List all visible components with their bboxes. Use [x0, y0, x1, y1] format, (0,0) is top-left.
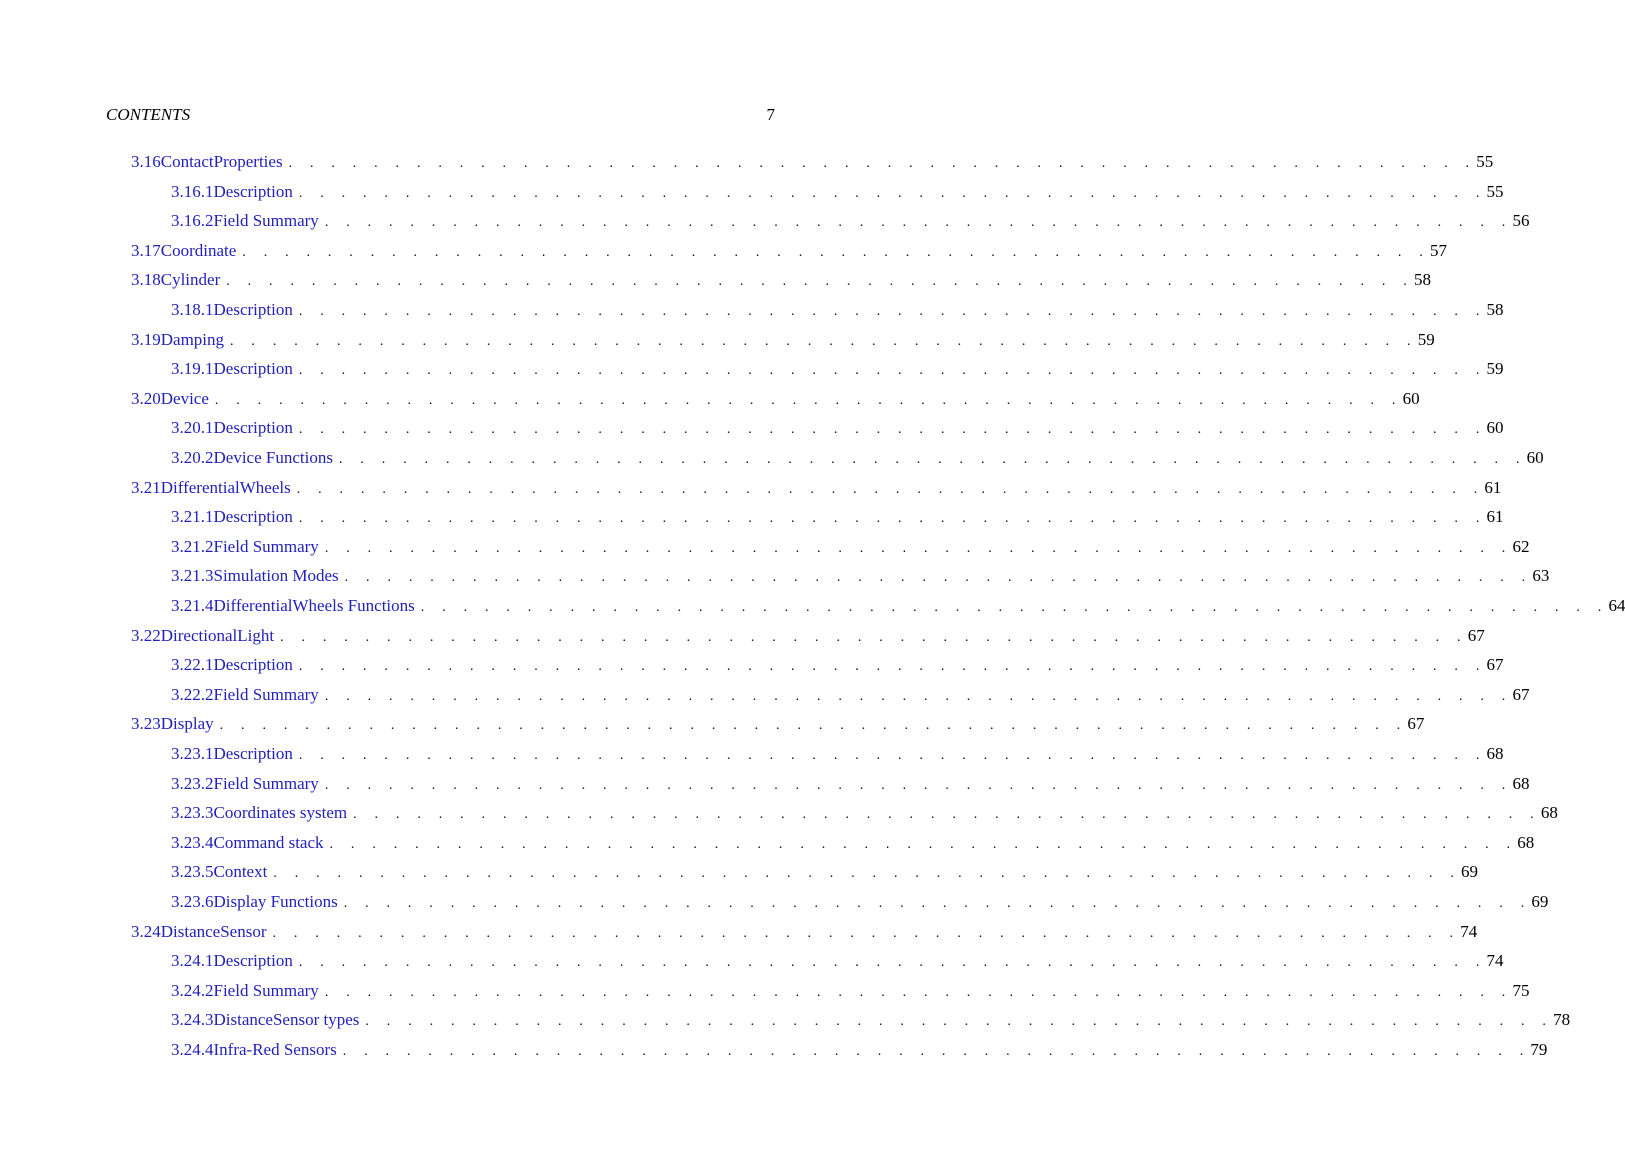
- toc-entry-page: 74: [1460, 921, 1478, 941]
- toc-dot-leader: . . . . . . . . . . . . . . . . . . . . . . . . . . . . . . . . . . . . . . . . . . . . . . . . . . . . . . . .: [298, 511, 1487, 527]
- toc-entry-title[interactable]: Field Summary: [213, 980, 319, 1000]
- toc-subsection-entry[interactable]: [171, 684, 1530, 706]
- toc-dot-leader: . . . . . . . . . . . . . . . . . . . . . . . . . . . . . . . . . . . . . . . . . . . . . . . . . . . . . . . .: [324, 540, 1513, 556]
- toc-entry-title[interactable]: Coordinates system: [213, 803, 348, 823]
- toc-subsection-entry[interactable]: [171, 980, 1530, 1002]
- toc-dot-leader: . . . . . . . . . . . . . . . . . . . . . . . . . . . . . . . . . . . . . . . . . . . . . . . . . . . . . . . .: [324, 688, 1513, 704]
- toc-entry-page: 67: [1512, 684, 1530, 704]
- toc-entry-page: 60: [1486, 418, 1504, 438]
- toc-dot-leader: . . . . . . . . . . . . . . . . . . . . . . . . . . . . . . . . . . . . . . . . . . . . . . . . . . . . . . . .: [298, 659, 1487, 675]
- toc-entry-title[interactable]: Description: [213, 507, 293, 527]
- toc-section-entry[interactable]: [131, 477, 1502, 499]
- toc-entry-number[interactable]: 3.20.2: [171, 448, 214, 467]
- toc-section-entry[interactable]: [131, 269, 1431, 291]
- toc-entry-page: 55: [1476, 152, 1494, 171]
- toc-entry-number[interactable]: 3.16.1: [171, 181, 214, 201]
- toc-entry-page: 55: [1486, 181, 1504, 201]
- toc-entry-number[interactable]: 3.23.5: [171, 862, 214, 882]
- toc-entry-number[interactable]: 3.23.6: [171, 892, 214, 911]
- toc-entry-page: 67: [1467, 625, 1485, 645]
- toc-dot-leader: . . . . . . . . . . . . . . . . . . . . . . . . . . . . . . . . . . . . . . . . . . . . . . . . . . . . . . . .: [298, 185, 1487, 201]
- toc-subsection-entry[interactable]: [171, 743, 1504, 765]
- toc-subsection-entry[interactable]: [171, 1039, 1548, 1061]
- toc-entry-page: 61: [1484, 477, 1502, 497]
- toc-dot-leader: . . . . . . . . . . . . . . . . . . . . . . . . . . . . . . . . . . . . . . . . . . . . . . . . . . . . . . . .: [298, 748, 1487, 763]
- toc-dot-leader: . . . . . . . . . . . . . . . . . . . . . . . . . . . . . . . . . . . . . . . . . . . . . . . . . . . . . . . .: [280, 629, 1468, 645]
- toc-entry-page: 67: [1407, 714, 1425, 734]
- toc-entry-number[interactable]: 3.24.2: [171, 980, 214, 1000]
- toc-subsection-entry[interactable]: [171, 447, 1544, 469]
- toc-entry-number[interactable]: 3.24: [131, 921, 161, 941]
- toc-section-entry[interactable]: [131, 921, 1478, 943]
- toc-dot-leader: . . . . . . . . . . . . . . . . . . . . . . . . . . . . . . . . . . . . . . . . . . . . . . . . . . . . . . . .: [298, 955, 1487, 971]
- toc-entry-page: 61: [1486, 507, 1504, 527]
- toc-entry-page: 57: [1430, 240, 1447, 260]
- toc-dot-leader: . . . . . . . . . . . . . . . . . . . . . . . . . . . . . . . . . . . . . . . . . . . . . . . . . . . . . . . .: [324, 777, 1513, 793]
- toc-entry-number[interactable]: 3.21.4: [171, 596, 214, 615]
- toc-entry-title[interactable]: Device Functions: [213, 448, 333, 467]
- toc-entry-page: 58: [1413, 270, 1431, 290]
- toc-subsection-entry[interactable]: [171, 891, 1549, 913]
- toc-entry-title[interactable]: Description: [213, 418, 293, 438]
- toc-entry-page: 69: [1531, 892, 1549, 911]
- toc-entry-number[interactable]: 3.23.3: [171, 803, 214, 823]
- toc-entry-number[interactable]: 3.20.1: [171, 418, 214, 438]
- toc-entry-title[interactable]: Description: [213, 300, 293, 319]
- toc-section-entry[interactable]: [131, 713, 1425, 735]
- toc-entry-page: 56: [1512, 211, 1530, 231]
- toc-dot-leader: . . . . . . . . . . . . . . . . . . . . . . . . . . . . . . . . . . . . . . . . . . . . . . . . . . . . . . . .: [242, 244, 1430, 260]
- toc-dot-leader: . . . . . . . . . . . . . . . . . . . . . . . . . . . . . . . . . . . . . . . . . . . . . . . . . . . . . . . .: [344, 570, 1533, 586]
- toc-entry-title[interactable]: Description: [213, 181, 293, 201]
- toc-dot-leader: . . . . . . . . . . . . . . . . . . . . . . . . . . . . . . . . . . . . . . . . . . . . . . . . . . . . . . . .: [273, 866, 1462, 882]
- toc-dot-leader: . . . . . . . . . . . . . . . . . . . . . . . . . . . . . . . . . . . . . . . . . . . . . . . . . . . . . . . .: [329, 836, 1518, 852]
- toc-entry-title[interactable]: Command stack: [213, 832, 324, 852]
- toc-entry-page: 59: [1417, 329, 1435, 349]
- toc-entry-number[interactable]: 3.23.4: [171, 832, 214, 852]
- running-header: [106, 105, 775, 127]
- toc-entry-title[interactable]: DistanceSensor: [160, 921, 267, 941]
- toc-subsection-entry[interactable]: [171, 536, 1530, 558]
- toc-entry-number[interactable]: 3.21.3: [171, 566, 214, 586]
- toc-dot-leader: . . . . . . . . . . . . . . . . . . . . . . . . . . . . . . . . . . . . . . . . . . . . . . . . . . . . . . . .: [343, 896, 1532, 911]
- toc-dot-leader: . . . . . . . . . . . . . . . . . . . . . . . . . . . . . . . . . . . . . . . . . . . . . . . . . . . . . . . .: [296, 481, 1485, 497]
- toc-dot-leader: . . . . . . . . . . . . . . . . . . . . . . . . . . . . . . . . . . . . . . . . . . . . . . . . . . . . . . . .: [272, 925, 1461, 941]
- toc-dot-leader: . . . . . . . . . . . . . . . . . . . . . . . . . . . . . . . . . . . . . . . . . . . . . . . . . . . . . . . .: [298, 422, 1487, 438]
- toc-entry-page: 69: [1461, 862, 1479, 882]
- toc-entry-title[interactable]: Simulation Modes: [213, 566, 339, 586]
- toc-dot-leader: . . . . . . . . . . . . . . . . . . . . . . . . . . . . . . . . . . . . . . . . . . . . . . . . . . . . . . . .: [219, 718, 1408, 734]
- toc-subsection-entry[interactable]: [171, 802, 1558, 824]
- toc-entry-number[interactable]: 3.24.3: [171, 1010, 214, 1030]
- toc-section-entry[interactable]: [131, 240, 1447, 262]
- toc-entry-title[interactable]: Infra-Red Sensors: [213, 1040, 337, 1059]
- toc-entry-title[interactable]: Display: [160, 714, 214, 734]
- toc-entry-number[interactable]: 3.24.4: [171, 1040, 214, 1059]
- toc-subsection-entry[interactable]: [171, 565, 1550, 587]
- toc-dot-leader: . . . . . . . . . . . . . . . . . . . . . . . . . . . . . . . . . . . . . . . . . . . . . . . . . . . . . . . .: [338, 452, 1527, 467]
- toc-entry-page: 68: [1517, 832, 1535, 852]
- toc-subsection-entry[interactable]: [171, 861, 1479, 883]
- toc-section-entry[interactable]: [131, 151, 1494, 173]
- toc-entry-number[interactable]: 3.21.2: [171, 536, 214, 556]
- toc-entry-page: 75: [1512, 980, 1530, 1000]
- toc-subsection-entry[interactable]: [171, 181, 1504, 203]
- toc-entry-number[interactable]: 3.23: [131, 714, 161, 734]
- toc-dot-leader: . . . . . . . . . . . . . . . . . . . . . . . . . . . . . . . . . . . . . . . . . . . . . . . . . . . . . . . .: [324, 984, 1513, 1000]
- toc-entry-page: 67: [1486, 655, 1504, 675]
- toc-entry-title[interactable]: Coordinate: [160, 240, 237, 260]
- toc-subsection-entry[interactable]: [171, 417, 1504, 439]
- toc-entry-number[interactable]: 3.22.1: [171, 655, 214, 675]
- toc-entry-page: 64: [1608, 596, 1625, 615]
- header-title: CONTENTS: [106, 105, 191, 124]
- toc-entry-number[interactable]: 3.19.1: [171, 359, 214, 379]
- toc-section-entry[interactable]: [131, 329, 1435, 351]
- toc-dot-leader: . . . . . . . . . . . . . . . . . . . . . . . . . . . . . . . . . . . . . . . . . . . . . . . . . . . . . . . .: [298, 304, 1487, 319]
- toc-entry-page: 68: [1486, 744, 1504, 763]
- toc-entry-title[interactable]: Damping: [160, 329, 225, 349]
- toc-entry-number[interactable]: 3.16.2: [171, 211, 214, 231]
- toc-entry-title[interactable]: Device: [160, 388, 209, 408]
- toc-entry-page: 60: [1402, 388, 1420, 408]
- toc-entry-number[interactable]: 3.18.1: [171, 300, 214, 319]
- toc-entry-page: 74: [1486, 951, 1504, 971]
- toc-dot-leader: . . . . . . . . . . . . . . . . . . . . . . . . . . . . . . . . . . . . . . . . . . . . . . . . . . . . . . . .: [365, 1014, 1554, 1030]
- toc-dot-leader: . . . . . . . . . . . . . . . . . . . . . . . . . . . . . . . . . . . . . . . . . . . . . . . . . . . . . . . .: [324, 215, 1513, 231]
- toc-entry-title[interactable]: Display Functions: [213, 892, 338, 911]
- toc-entry-title[interactable]: DifferentialWheels: [160, 477, 291, 497]
- toc-entry-number[interactable]: 3.23.2: [171, 773, 214, 793]
- toc-entry-page: 79: [1530, 1040, 1548, 1059]
- toc-subsection-entry[interactable]: [171, 595, 1625, 617]
- toc-dot-leader: . . . . . . . . . . . . . . . . . . . . . . . . . . . . . . . . . . . . . . . . . . . . . . . . . . . . . . . .: [342, 1044, 1531, 1059]
- toc-subsection-entry[interactable]: [171, 773, 1530, 795]
- header-page-number: 7: [766, 105, 775, 124]
- toc-entry-number[interactable]: 3.23.1: [171, 744, 214, 763]
- toc-entry-title[interactable]: DirectionalLight: [160, 625, 275, 645]
- toc-entry-page: 68: [1512, 773, 1530, 793]
- toc-dot-leader: . . . . . . . . . . . . . . . . . . . . . . . . . . . . . . . . . . . . . . . . . . . . . . . . . . . . . . . .: [230, 333, 1418, 349]
- toc-entry-title[interactable]: Context: [213, 862, 268, 882]
- toc-subsection-entry[interactable]: [171, 358, 1504, 380]
- toc-entry-title[interactable]: ContactProperties: [160, 152, 283, 171]
- toc-subsection-entry[interactable]: [171, 506, 1504, 528]
- toc-entry-number[interactable]: 3.20: [131, 388, 161, 408]
- toc-entry-title[interactable]: Field Summary: [213, 536, 319, 556]
- toc-entry-number[interactable]: 3.17: [131, 240, 161, 260]
- toc-entry-page: 60: [1526, 448, 1544, 467]
- toc-subsection-entry[interactable]: [171, 832, 1535, 854]
- toc-entry-number[interactable]: 3.24.1: [171, 951, 214, 971]
- toc-entry-number[interactable]: 3.21.1: [171, 507, 214, 527]
- toc-section-entry[interactable]: [131, 388, 1420, 410]
- toc-subsection-entry[interactable]: [171, 1009, 1571, 1031]
- toc-entry-number[interactable]: 3.22: [131, 625, 161, 645]
- toc-subsection-entry[interactable]: [171, 950, 1504, 972]
- toc-subsection-entry[interactable]: [171, 299, 1504, 321]
- toc-dot-leader: . . . . . . . . . . . . . . . . . . . . . . . . . . . . . . . . . . . . . . . . . . . . . . . . . . . . . . . .: [353, 807, 1541, 823]
- toc-entry-page: 68: [1540, 803, 1558, 823]
- toc-entry-number[interactable]: 3.16: [131, 152, 161, 171]
- toc-entry-title[interactable]: Field Summary: [213, 773, 319, 793]
- toc-entry-page: 63: [1532, 566, 1550, 586]
- toc-entry-title[interactable]: Description: [213, 359, 293, 379]
- toc-entry-title[interactable]: Cylinder: [160, 270, 221, 290]
- toc-entry-number[interactable]: 3.22.2: [171, 684, 214, 704]
- toc-entry-number[interactable]: 3.21: [131, 477, 161, 497]
- toc-section-entry[interactable]: [131, 625, 1485, 647]
- toc-dot-leader: . . . . . . . . . . . . . . . . . . . . . . . . . . . . . . . . . . . . . . . . . . . . . . . . . . . . . . . .: [288, 156, 1477, 171]
- toc-entry-title[interactable]: Description: [213, 951, 293, 971]
- toc-entry-title[interactable]: Field Summary: [213, 684, 319, 704]
- toc-dot-leader: . . . . . . . . . . . . . . . . . . . . . . . . . . . . . . . . . . . . . . . . . . . . . . . . . . . . . . . .: [226, 274, 1414, 290]
- toc-entry-title[interactable]: Description: [213, 655, 293, 675]
- toc-dot-leader: . . . . . . . . . . . . . . . . . . . . . . . . . . . . . . . . . . . . . . . . . . . . . . . . . . . . . . . .: [298, 363, 1487, 379]
- toc-entry-page: 62: [1512, 536, 1530, 556]
- toc-entry-title[interactable]: Description: [213, 744, 293, 763]
- toc-entry-title[interactable]: DifferentialWheels Functions: [213, 596, 415, 615]
- toc-subsection-entry[interactable]: [171, 654, 1504, 676]
- toc-entry-title[interactable]: Field Summary: [213, 211, 319, 231]
- toc-entry-title[interactable]: DistanceSensor types: [213, 1010, 360, 1030]
- toc-entry-page: 58: [1486, 300, 1504, 319]
- toc-entry-page: 78: [1553, 1010, 1571, 1030]
- toc-subsection-entry[interactable]: [171, 210, 1530, 232]
- toc-dot-leader: . . . . . . . . . . . . . . . . . . . . . . . . . . . . . . . . . . . . . . . . . . . . . . . . . . . . . . . .: [214, 392, 1403, 408]
- toc-entry-page: 59: [1486, 359, 1504, 379]
- toc-entry-number[interactable]: 3.18: [131, 270, 161, 290]
- toc-dot-leader: . . . . . . . . . . . . . . . . . . . . . . . . . . . . . . . . . . . . . . . . . . . . . . . . . . . . . . . .: [420, 600, 1609, 615]
- toc-entry-number[interactable]: 3.19: [131, 329, 161, 349]
